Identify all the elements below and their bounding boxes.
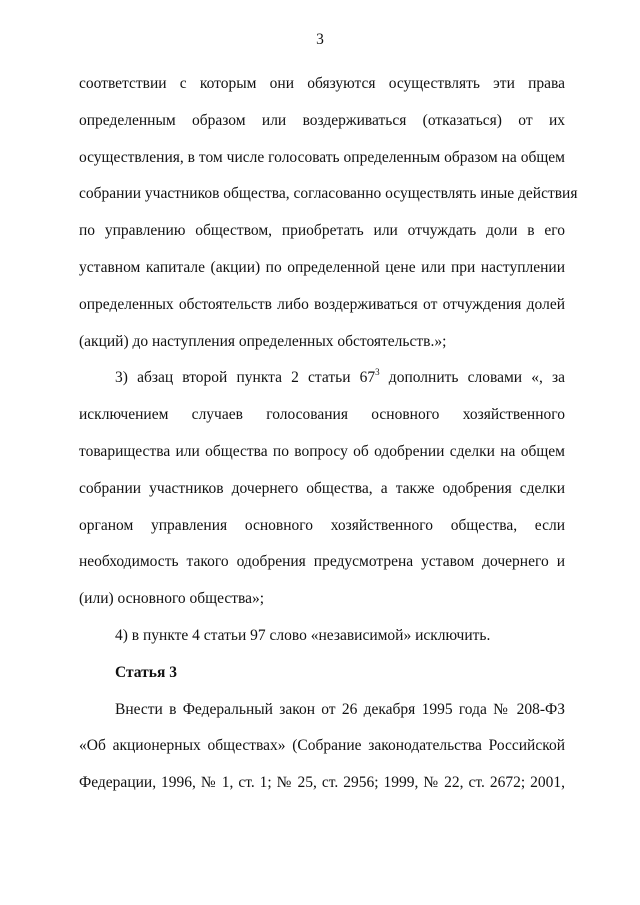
superscript: 3 — [375, 367, 380, 378]
text-line: органом управления основного хозяйственного общества, если — [79, 516, 565, 534]
text-line: по управлению обществом, приобретать или отчуждать доли в его — [79, 222, 565, 240]
text-line: Внести в Федеральный закон от 26 декабря 1995 года № 208-ФЗ — [115, 700, 565, 718]
text-line: соответствии с которым они обязуются осуществлять эти права — [79, 75, 565, 92]
text-line: уставном капитале (акции) по определенной цене или при наступлении — [79, 258, 565, 276]
page-number: 3 — [316, 31, 324, 48]
text-line: собрании участников дочернего общества, а также одобрения сделки — [79, 479, 565, 497]
text-line: собрании участников общества, согласованно осуществлять иные действия — [79, 185, 578, 203]
paragraph-continuation — [79, 66, 578, 360]
paragraph-item-4 — [79, 618, 565, 655]
text-line: (или) основного общества»; — [79, 590, 265, 608]
text-line: «Об акционерных обществах» (Собрание законодательства Российской — [79, 737, 565, 755]
text-line: исключением случаев голосования основного хозяйственного — [79, 406, 565, 424]
paragraph-article-3 — [79, 692, 565, 802]
text-line: осуществления, в том числе голосовать определенным образом на общем — [79, 148, 565, 166]
text-line: Федерации, 1996, № 1, ст. 1; № 25, ст. 2956; 1999, № 22, ст. 2672; 2001, — [79, 774, 565, 792]
text-line: определенным образом или воздерживаться (отказаться) от их — [79, 111, 565, 129]
text-line: 4) в пункте 4 статьи 97 слово «независимой» исключить. — [115, 626, 491, 644]
document-body — [79, 66, 578, 802]
item-3-text-end: дополнить словами «, за — [379, 369, 565, 387]
text-line: товарищества или общества по вопросу об одобрении сделки на общем — [79, 442, 565, 460]
text-line: (акций) до наступления определенных обстоятельств.»; — [79, 332, 447, 350]
text-line — [79, 360, 565, 397]
article-heading: Статья 3 — [115, 663, 177, 681]
paragraph-item-3 — [79, 360, 565, 618]
item-3-text-start: 3) абзац второй пункта 2 статьи 67 — [115, 369, 376, 387]
text-line: определенных обстоятельств либо воздерживаться от отчуждения долей — [79, 295, 565, 313]
text-line: необходимость такого одобрения предусмотрена уставом дочернего и — [79, 553, 565, 571]
